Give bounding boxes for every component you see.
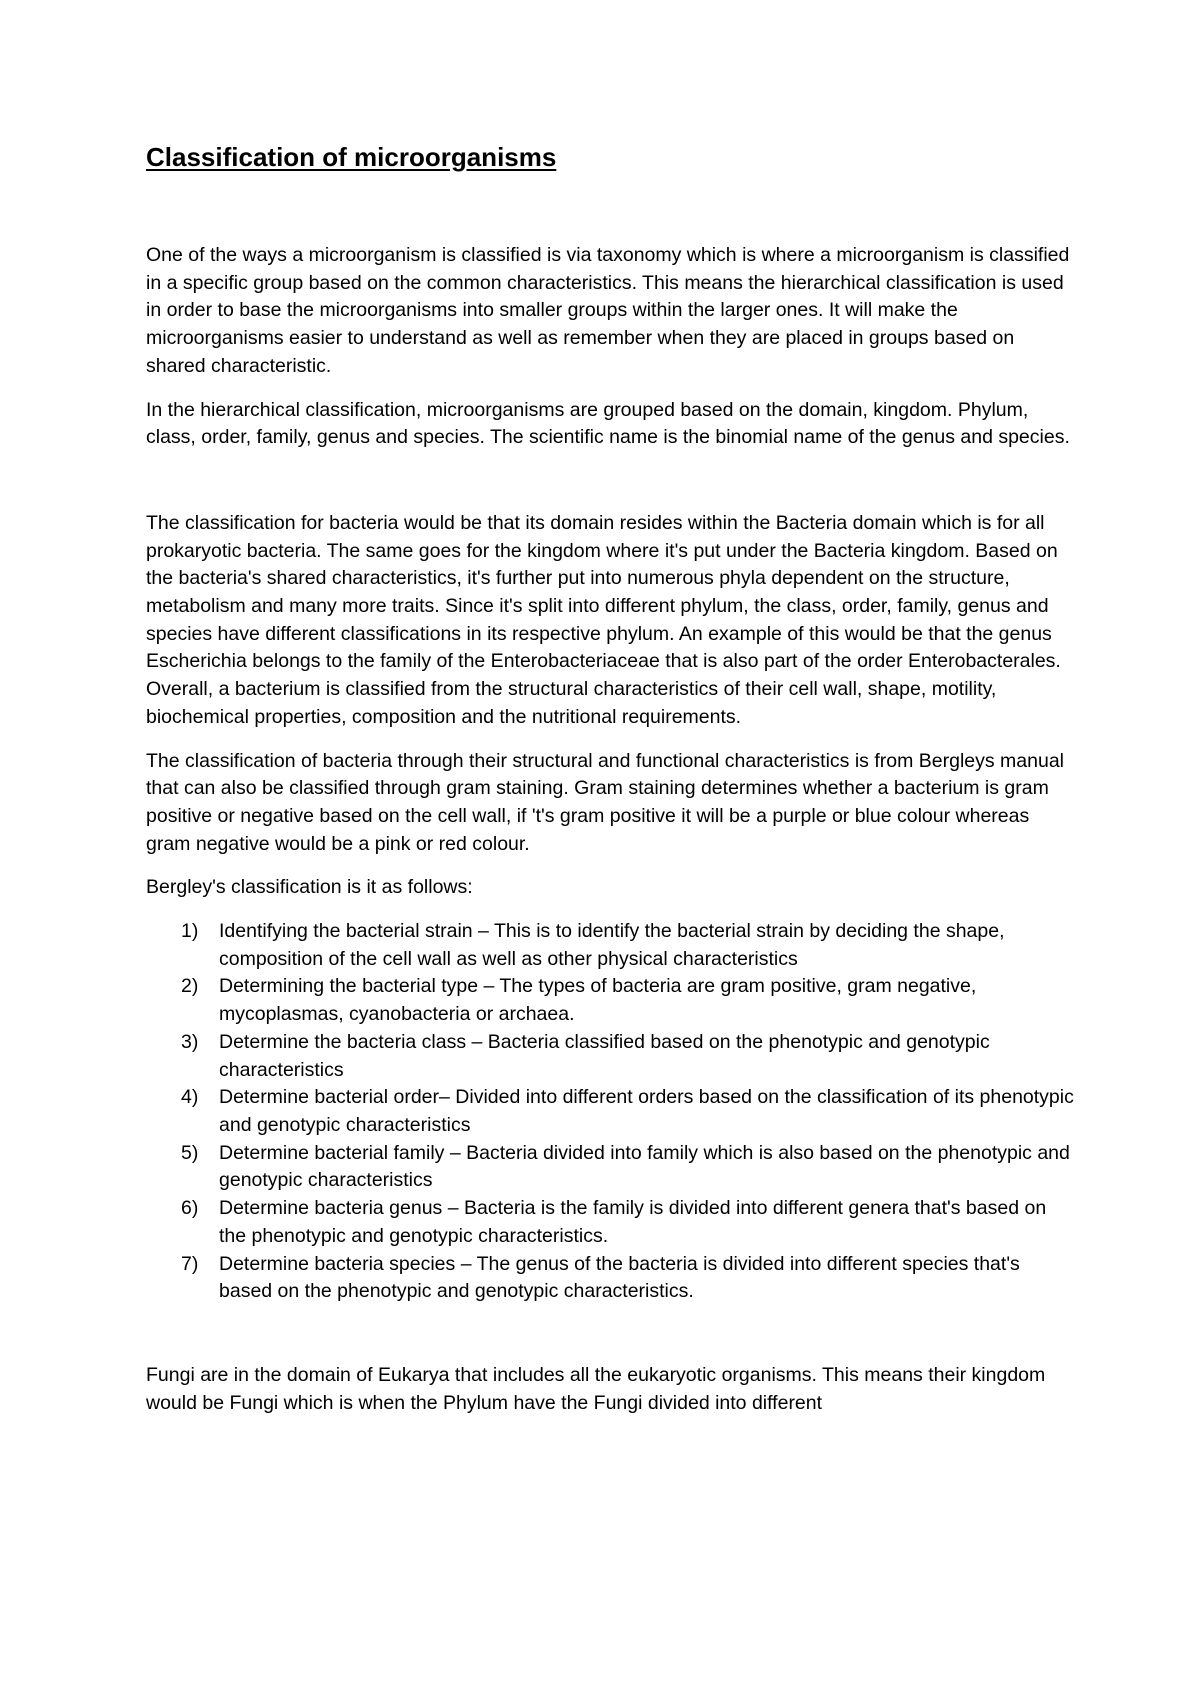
list-item-text: Identifying the bacterial strain – This is to identify the bacterial strain by deciding the shape, composition of the cell wall as well as other physical characteristics: [219, 920, 1005, 970]
paragraph-fungi: Fungi are in the domain of Eukarya that includes all the eukaryotic organisms. This means their kingdom would be Fungi which is when the Phylum have the Fungi divided into different: [146, 1363, 1046, 1414]
document-title: Classification of microorganisms: [146, 142, 557, 172]
list-item-text: Determine bacterial family – Bacteria divided into family which is also based on the phenotypic and genotypic characteristics: [219, 1141, 1070, 1192]
list-item: [146, 918, 1076, 973]
list-item: [146, 1195, 1076, 1250]
list-item-text: Determine the bacteria class – Bacteria classified based on the phenotypic and genotypic characteristics: [219, 1030, 990, 1081]
list-item: [146, 1251, 1076, 1306]
list-item-number: 4): [181, 1086, 199, 1109]
list-item-number: 3): [181, 1030, 199, 1053]
list-item-number: 6): [181, 1197, 199, 1220]
paragraph-hierarchy: In the hierarchical classification, microorganisms are grouped based on the domain, kingdom. Phylum, class, order, family, genus and species. The scientific name is the binomial name of the genus and species.: [146, 398, 1070, 449]
list-item-number: 2): [181, 975, 199, 998]
bergley-steps-list: [146, 918, 1076, 1306]
list-item-text: Determining the bacterial type – The types of bacteria are gram positive, gram negative, mycoplasmas, cyanobacteria or archaea.: [219, 975, 977, 1026]
list-item-text: Determine bacterial order– Divided into different orders based on the classification of its phenotypic and genotypic characteristics: [219, 1086, 1074, 1136]
list-item-text: Determine bacteria species – The genus of the bacteria is divided into different species that's based on the phenotypic and genotypic characteristics.: [219, 1252, 1020, 1303]
document-body: [146, 140, 1076, 1433]
paragraph-gram-staining: The classification of bacteria through their structural and functional characteristics is from Bergleys manual that can also be classified through gram staining. Gram staining determines whether a bacterium is gram positive or negative based on the cell wall, if 't's gram positive it will be a purple or blue colour whereas gram negative would be a pink or red colour.: [146, 749, 1065, 855]
list-item: [146, 1084, 1076, 1139]
list-item-number: 7): [181, 1252, 199, 1275]
list-item: [146, 1140, 1076, 1195]
paragraph-bergley-intro: Bergley's classification is it as follows:: [146, 876, 473, 899]
paragraph-bacteria-classification: The classification for bacteria would be that its domain resides within the Bacteria domain which is for all prokaryotic bacteria. The same goes for the kingdom where it's put under the Bacteria kingdom. Based on the bacteria's shared characteristics, it's further put into numerous phyla dependent on the structure, metabolism and many more traits. Since it's split into different phylum, the class, order, family, genus and species have different classifications in its respective phylum. An example of this would be that the genus Escherichia belongs to the family of the Enterobacteriaceae that is also part of the order Enterobacterales. Overall, a bacterium is classified from the structural characteristics of their cell wall, shape, motility, biochemical properties, composition and the nutritional requirements.: [146, 511, 1061, 728]
list-item: [146, 1029, 1076, 1084]
paragraph-taxonomy: One of the ways a microorganism is classified is via taxonomy which is where a microorganism is classified in a specific group based on the common characteristics. This means the hierarchical classification is used in order to base the microorganisms into smaller groups within the larger ones. It will make the microorganisms easier to understand as well as remember when they are placed in groups based on shared characteristic.: [146, 244, 1070, 377]
list-item-text: Determine bacteria genus – Bacteria is the family is divided into different genera that's based on the phenotypic and genotypic characteristics.: [219, 1197, 1047, 1247]
list-item-number: 5): [181, 1141, 199, 1164]
list-item-number: 1): [181, 920, 199, 943]
list-item: [146, 973, 1076, 1028]
